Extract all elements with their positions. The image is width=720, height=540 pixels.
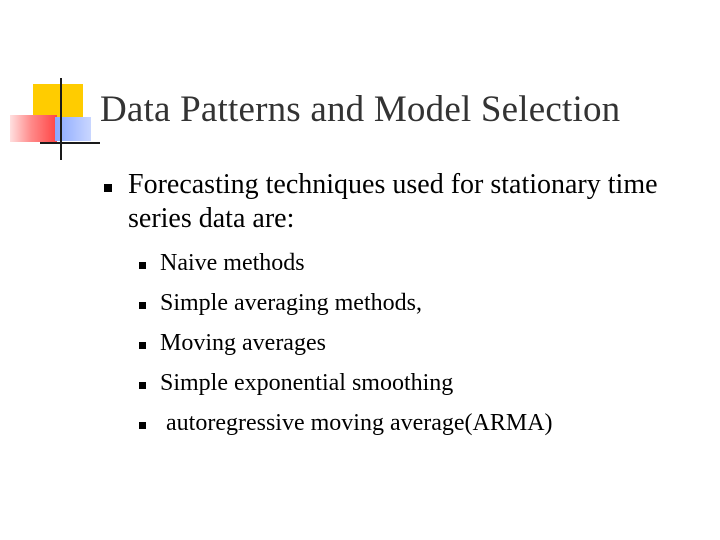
sub-bullet-list — [128, 245, 700, 445]
bullet-text: Forecasting techniques used for stationary time series data are: — [128, 169, 658, 234]
square-bullet-icon — [104, 184, 112, 192]
sub-bullet-item — [128, 285, 700, 325]
decorative-logo — [0, 0, 110, 170]
sub-bullet-text: Naive methods — [160, 250, 305, 276]
logo-vertical-line — [60, 78, 62, 160]
sub-bullet-text: Simple exponential smoothing — [160, 370, 454, 396]
sub-bullet-text: Moving averages — [160, 330, 326, 356]
sub-bullet-item — [128, 365, 700, 405]
slide-title: Data Patterns and Model Selection — [100, 89, 621, 130]
sub-bullet-item — [128, 245, 700, 285]
sub-bullet-item — [128, 405, 700, 445]
square-bullet-icon — [139, 262, 146, 269]
square-bullet-icon — [139, 302, 146, 309]
logo-horizontal-line — [40, 142, 100, 144]
bullet-list — [100, 165, 700, 445]
sub-bullet-text: Simple averaging methods, — [160, 290, 422, 316]
sub-bullet-item — [128, 325, 700, 365]
square-bullet-icon — [139, 342, 146, 349]
logo-red-bar — [10, 115, 57, 142]
square-bullet-icon — [139, 382, 146, 389]
sub-bullet-text: autoregressive moving average(ARMA) — [160, 410, 553, 436]
bullet-item — [100, 165, 700, 445]
square-bullet-icon — [139, 422, 146, 429]
